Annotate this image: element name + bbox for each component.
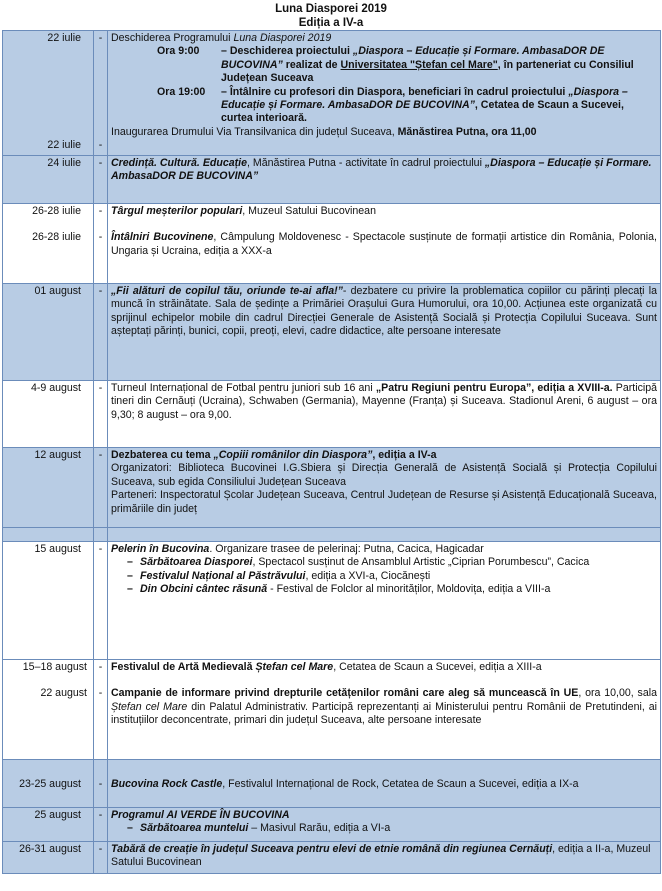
empty-cell: [94, 528, 108, 542]
table-row: [3, 542, 661, 660]
document-subtitle: Ediția a IV-a: [298, 17, 364, 29]
event-description: Tabără de creație în județul Suceava pentru elevi de etnie română din regiunea Cernăuți, ediția a II-a, Muzeul Satului Bucovinean: [108, 842, 661, 874]
separator-cell: [94, 660, 108, 760]
table-row: [3, 808, 661, 842]
event-date: 26-31 august: [3, 842, 94, 874]
table-row: [3, 284, 661, 381]
event-date: 22 iulie: [47, 32, 81, 44]
dash-mark: -: [94, 284, 108, 381]
event-date: 15 august: [3, 542, 94, 660]
event-description: Turneul Internațional de Fotbal pentru juniori sub 16 ani „Patru Regiuni pentru Europa”, ediția a XVIII-a. Participă tineri din Cernăuți (Ucraina), Schwaben (Germania), Mayenne (Franța) și Suceava. Stadionul Areni, 6 august – ora 9,30; 8 august – ora 9,00.: [108, 381, 661, 448]
entry-time: Ora 19:00: [157, 85, 206, 98]
event-date: 01 august: [3, 284, 94, 381]
event-description: Pelerin în Bucovina. Organizare trasee de pelerinaj: Putna, Cacica, Hagicadar – Sărbătoarea Diasporei, Spectacol susținut de Ansamblul Artistic „Ciprian Porumbescu”, Cacica – Festivalul Național al Păstrăvului, ediția a XVI-a, Ciocănești – Din Obcini cântec răsună - Festival de Folclor al minorităților, Moldovița, ediția a VIII-a: [108, 542, 661, 660]
event-date: 12 august: [3, 448, 94, 528]
empty-cell: [108, 528, 661, 542]
table-row: [3, 31, 661, 156]
event-description: „Fii alături de copilul tău, oriunde te-ai afla!”- dezbatere cu privire la problematica copiilor cu părinți plecați la muncă în străinătate. Sala de ședințe a Primăriei Orașului Gura Humorului, ora 10,00. Acțiunea este organizată cu sprijinul echipelor mobile din cadrul Direcției Generale de Asistență Socială și Protecția Copilului Suceava. Sunt așteptați părinți, bunici, copii, preoți, elevi, cadre didactice, alte persoane interesate: [108, 284, 661, 381]
dash-mark: -: [98, 32, 103, 44]
entry-time: Ora 9:00: [157, 45, 200, 58]
event-date: 22 iulie: [47, 139, 81, 152]
list-item: – Din Obcini cântec răsună - Festival de Folclor al minorităților, Moldovița, ediția a VIII-a: [127, 583, 551, 596]
event-description: Dezbaterea cu tema „Copiii românilor din Diaspora”, ediția a IV-a Organizatori: Biblioteca Bucovinei I.G.Sbiera și Direcția Generală de Asistență Socială și Protecția Copilului Suceava, sub egida Consiliului Județean Suceava Parteneri: Inspectoratul Școlar Județean Suceava, Centrul Județean de Resurse și Asistență Educațională Suceava, primăriile din județ: [108, 448, 661, 528]
dash-mark: -: [94, 156, 108, 204]
table-row: [3, 528, 661, 542]
event-date-cell: [3, 204, 94, 284]
event-description: Credință. Cultură. Educație, Mănăstirea Putna - activitate în cadrul proiectului „Diaspora – Educație și Formare. AmbasaDOR DE BUCOVINA”: [108, 156, 661, 204]
event-text: Inaugurarea Drumului Via Transilvanica din județul Suceava, Mănăstirea Putna, ora 11,00: [111, 125, 537, 138]
dash-mark: -: [94, 381, 108, 448]
list-item: – Sărbătoarea Diasporei, Spectacol susținut de Ansamblul Artistic „Ciprian Porumbescu”, Cacica: [127, 556, 590, 569]
dash-mark: -: [94, 448, 108, 528]
event-date: 22 august: [40, 687, 87, 700]
event-description: Festivalul de Artă Medievală Ștefan cel Mare, Cetatea de Scaun a Sucevei, ediția a XIII-a Campanie de informare privind drepturile cetățenilor români care aleg să muncească în UE, ora 10,00, sala Ștefan cel Mare din Palatul Administrativ. Participă reprezentanți ai Ministerului pentru Românii de Pretutindeni, ai instituțiilor deconcentrate, primari din județul Suceava, alte persoane interesate: [108, 660, 661, 760]
table-row: [3, 204, 661, 284]
program-opening: Deschiderea Programului Luna Diasporei 2019: [111, 32, 332, 44]
schedule-table: [2, 30, 661, 874]
list-item: – Sărbătoarea muntelui – Masivul Rarău, ediția a VI-a: [127, 822, 391, 835]
event-date-cell: [3, 660, 94, 760]
event-description: Târgul meșterilor populari, Muzeul Satului Bucovinean Întâlniri Bucovinene, Câmpulung Moldovenesc - Spectacole susținute de formații artistice din România, Polonia, Ungaria și Ucraina, ediția a XXX-a: [108, 204, 661, 284]
document-title: Luna Diasporei 2019: [275, 3, 387, 15]
event-date: 4-9 august: [3, 381, 94, 448]
dash-mark: -: [98, 231, 103, 244]
empty-cell: [3, 528, 94, 542]
dash-mark: -: [98, 687, 103, 700]
table-row: [3, 448, 661, 528]
dash-mark: -: [94, 842, 108, 874]
list-item: – Festivalul Național al Păstrăvului, ediția a XVI-a, Ciocănești: [127, 569, 431, 582]
table-row: [3, 156, 661, 204]
event-date: 23-25 august: [3, 760, 94, 808]
dash-mark: -: [98, 661, 103, 673]
dash-mark: -: [98, 139, 103, 152]
separator-cell: [94, 31, 108, 156]
event-date: 15–18 august: [22, 661, 87, 673]
event-description: Bucovina Rock Castle, Festivalul Internațional de Rock, Cetatea de Scaun a Sucevei, ediția a IX-a: [108, 760, 661, 808]
schedule-entry: Ora 19:00 – Întâlnire cu profesori din Diaspora, beneficiari în cadrul proiectului „Diaspora – Educație și Formare. AmbasaDOR DE BUCOVINA”, Cetatea de Scaun a Sucevei, curtea interioară.: [157, 85, 628, 125]
table-row: [3, 660, 661, 760]
event-date: 26-28 iulie: [32, 205, 81, 217]
event-date-cell: [3, 31, 94, 156]
dash-mark: -: [98, 205, 103, 217]
table-row: [3, 381, 661, 448]
table-row: [3, 760, 661, 808]
separator-cell: [94, 204, 108, 284]
event-description: [108, 31, 661, 156]
event-date: 24 iulie: [3, 156, 94, 204]
dash-mark: -: [94, 542, 108, 660]
dash-mark: -: [94, 760, 108, 808]
table-row: [3, 842, 661, 874]
event-description: Programul AI VERDE ÎN BUCOVINA – Sărbătoarea muntelui – Masivul Rarău, ediția a VI-a: [108, 808, 661, 842]
event-date: 25 august: [3, 808, 94, 842]
dash-mark: -: [94, 808, 108, 842]
event-date: 26-28 iulie: [32, 231, 81, 244]
schedule-entry: Ora 9:00 – Deschiderea proiectului „Diaspora – Educație și Formare. AmbasaDOR DE BUCOVINA” realizat de Universitatea "Ștefan cel Mare", în parteneriat cu Consiliul Județean Suceava: [157, 45, 634, 85]
